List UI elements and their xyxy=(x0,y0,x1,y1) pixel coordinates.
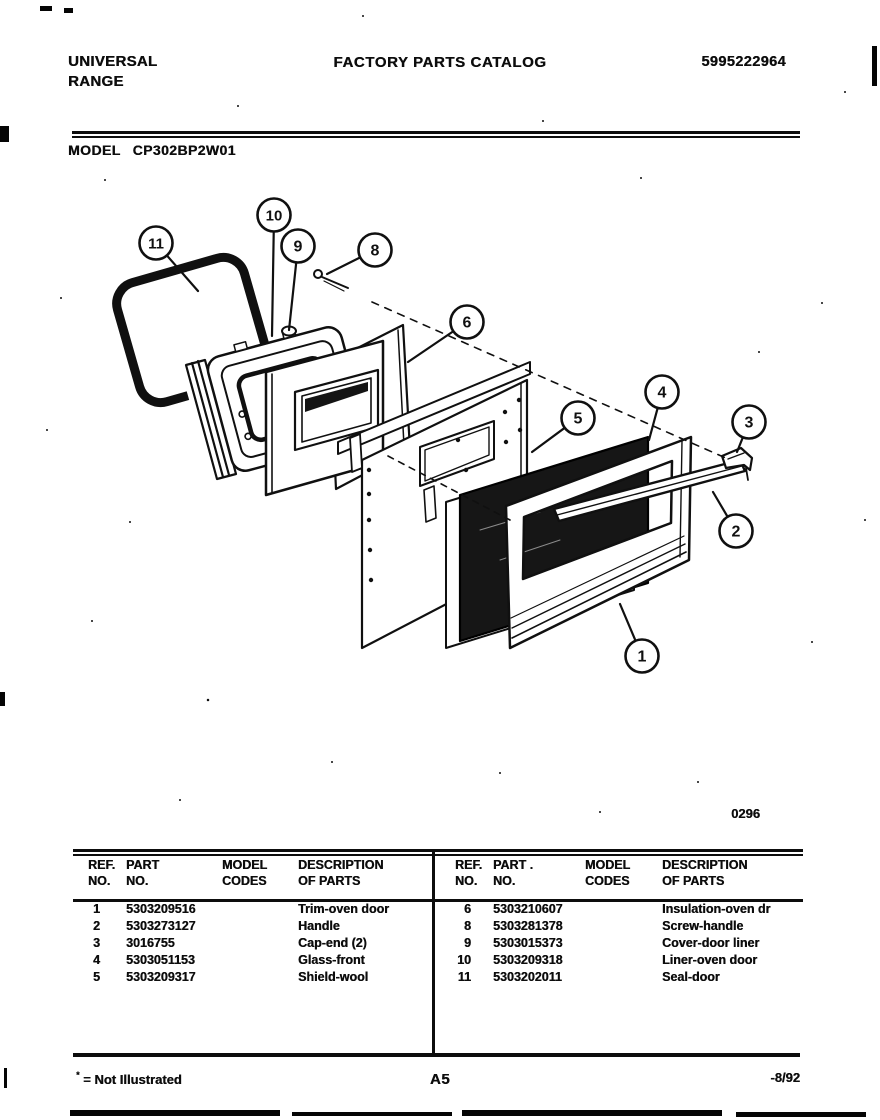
callout-leader-4 xyxy=(649,408,658,440)
callout-leader-5 xyxy=(532,428,565,452)
scan-artifact xyxy=(64,8,73,13)
table-row xyxy=(455,902,832,919)
scan-speck xyxy=(129,521,131,523)
column-header: PART . NO. xyxy=(493,858,534,888)
footnote-text: = Not Illustrated xyxy=(83,1072,182,1087)
part-no-cell: 5303210607 xyxy=(493,902,563,916)
scan-speck xyxy=(697,781,699,783)
scan-speck xyxy=(640,177,642,179)
table-row xyxy=(88,902,468,919)
table-row xyxy=(455,919,832,936)
ref-no-cell: 1 xyxy=(93,902,100,916)
part-no-cell: 3016755 xyxy=(126,936,175,950)
callout-number-6: 6 xyxy=(462,314,472,332)
table-row xyxy=(455,970,832,987)
column-header: DESCRIPTION OF PARTS xyxy=(298,858,384,888)
scan-artifact xyxy=(4,1068,7,1088)
scan-speck xyxy=(811,641,813,643)
part-no-cell: 5303209317 xyxy=(126,970,196,984)
callout-number-2: 2 xyxy=(731,523,741,541)
table-row xyxy=(455,953,832,970)
callout-leader-8 xyxy=(327,257,360,274)
scan-artifact xyxy=(40,6,52,11)
description-cell: Seal-door xyxy=(662,970,720,984)
footnote-marker: * xyxy=(76,1070,80,1080)
callout-number-11: 11 xyxy=(148,235,164,253)
part-no-cell: 5303273127 xyxy=(126,919,196,933)
ref-no-cell: 11 xyxy=(457,970,471,984)
column-header: MODEL CODES xyxy=(222,858,268,888)
callout-leader-10 xyxy=(272,231,274,336)
scan-speck xyxy=(207,699,210,702)
page-title: FACTORY PARTS CATALOG xyxy=(333,54,547,71)
table-header-row-left xyxy=(88,858,468,890)
part-no-cell: 5303281378 xyxy=(493,919,563,933)
callout-leader-6 xyxy=(408,331,453,362)
ref-no-cell: 9 xyxy=(464,936,471,950)
description-cell: Cover-door liner xyxy=(662,936,760,950)
model-codes-cell xyxy=(222,953,272,970)
scan-speck xyxy=(179,799,181,801)
table-header-row-right xyxy=(455,858,832,890)
diagram-page-code: 0296 xyxy=(731,806,760,821)
ref-no-cell: 3 xyxy=(93,936,100,950)
model-codes-cell xyxy=(585,970,640,987)
parts-table-left xyxy=(88,858,468,987)
model-codes-cell xyxy=(585,953,640,970)
callout-number-5: 5 xyxy=(573,410,583,428)
ref-no-cell: 6 xyxy=(464,902,471,916)
scan-speck xyxy=(46,429,48,431)
scan-artifact xyxy=(462,1110,722,1116)
footnote xyxy=(76,1070,182,1087)
description-cell: Shield-wool xyxy=(298,970,369,984)
ref-no-cell: 10 xyxy=(457,953,471,967)
model-codes-cell xyxy=(222,970,272,987)
part-no-cell: 5303202011 xyxy=(493,970,562,984)
callout-leader-2 xyxy=(713,492,728,517)
footer-date-code: -8/92 xyxy=(770,1070,800,1085)
callout-leader-9 xyxy=(289,262,296,330)
description-cell: Insulation-oven dr xyxy=(662,902,771,916)
table-row xyxy=(88,936,468,953)
callout-number-10: 10 xyxy=(265,207,283,225)
callout-leader-1 xyxy=(620,604,636,641)
callout-number-8: 8 xyxy=(370,242,380,260)
description-cell: Glass-front xyxy=(298,953,365,967)
description-cell: Liner-oven door xyxy=(662,953,758,967)
description-cell: Trim-oven door xyxy=(298,902,389,916)
brand-line1: UNIVERSAL xyxy=(68,53,158,70)
scan-speck xyxy=(821,302,823,304)
table-rule-top2 xyxy=(73,854,803,856)
part-no-cell: 5303015373 xyxy=(493,936,563,950)
model-codes-cell xyxy=(222,902,272,919)
scan-speck xyxy=(844,91,846,93)
scan-speck xyxy=(499,772,501,774)
column-header: REF. NO. xyxy=(455,858,483,888)
model-codes-cell xyxy=(222,936,272,953)
publication-number: 5995222964 xyxy=(701,54,786,70)
column-header: MODEL CODES xyxy=(585,858,631,888)
description-cell: Handle xyxy=(298,919,340,933)
scan-speck xyxy=(60,297,62,299)
table-row xyxy=(88,953,468,970)
callout-number-3: 3 xyxy=(744,414,754,432)
column-header: DESCRIPTION OF PARTS xyxy=(662,858,748,888)
model-codes-cell xyxy=(585,902,640,919)
table-rule-top xyxy=(73,849,803,852)
part-no-cell: 5303209516 xyxy=(126,902,196,916)
table-row xyxy=(455,936,832,953)
model-label: MODEL xyxy=(68,142,121,158)
scan-artifact xyxy=(292,1112,452,1116)
scan-speck xyxy=(542,120,544,122)
model-codes-cell xyxy=(585,936,640,953)
scan-artifact xyxy=(736,1112,866,1117)
callout-number-9: 9 xyxy=(293,238,303,256)
model-codes-cell xyxy=(585,919,640,936)
model-number: CP302BP2W01 xyxy=(132,142,236,158)
scan-speck xyxy=(331,761,333,763)
table-row xyxy=(88,919,468,936)
scan-speck xyxy=(91,620,93,622)
callout-number-4: 4 xyxy=(657,384,667,402)
footer-page-code: A5 xyxy=(429,1071,451,1088)
part-no-cell: 5303209318 xyxy=(493,953,563,967)
scan-artifact xyxy=(0,126,9,142)
part-no-cell: 5303051153 xyxy=(126,953,195,967)
ref-no-cell: 8 xyxy=(464,919,471,933)
brand-line2: RANGE xyxy=(68,73,124,90)
footer-rule xyxy=(73,1053,800,1057)
description-cell: Cap-end (2) xyxy=(298,936,367,950)
scan-speck xyxy=(864,519,866,521)
scan-speck xyxy=(362,15,364,17)
scan-speck xyxy=(758,351,760,353)
scan-artifact xyxy=(70,1110,280,1116)
description-cell: Screw-handle xyxy=(662,919,744,933)
scan-speck xyxy=(237,105,239,107)
callout-number-1: 1 xyxy=(637,648,647,666)
column-header: REF. NO. xyxy=(88,858,116,888)
ref-no-cell: 5 xyxy=(93,970,100,984)
scan-artifact xyxy=(0,692,5,706)
table-row xyxy=(88,970,468,987)
scan-speck xyxy=(599,811,601,813)
model-codes-cell xyxy=(222,919,272,936)
scan-artifact xyxy=(872,46,877,86)
ref-no-cell: 4 xyxy=(93,953,100,967)
parts-table-right xyxy=(455,858,832,987)
column-header: PART NO. xyxy=(126,858,160,888)
scan-speck xyxy=(104,179,106,181)
ref-no-cell: 2 xyxy=(93,919,100,933)
